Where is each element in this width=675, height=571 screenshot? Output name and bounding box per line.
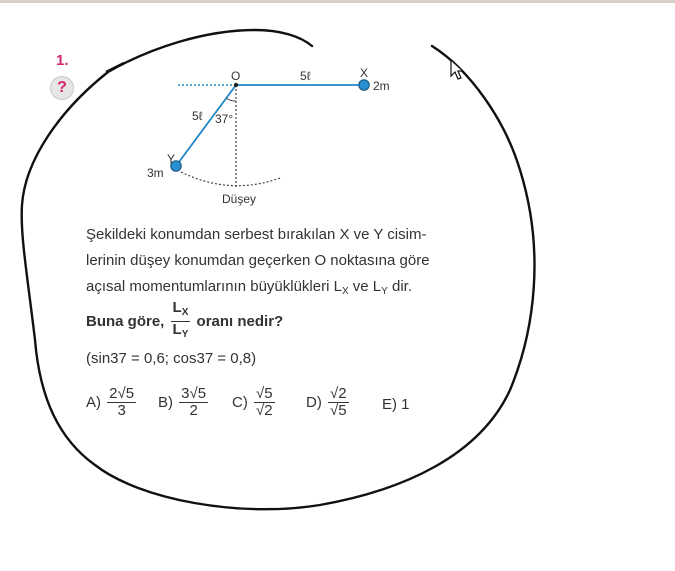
- angle-label: 37°: [215, 112, 234, 126]
- question-line-3: açısal momentumlarının büyüklükleri $L_X$ ve $L_Y$ dir.: [86, 278, 413, 297]
- choice-c[interactable]: C) $\frac{√5}{√2}$: [232, 385, 273, 419]
- length-left: 5ℓ: [192, 109, 203, 123]
- choice-b[interactable]: B) $\frac{3√5}{2}$: [158, 385, 207, 419]
- hint-badge[interactable]: ?: [50, 76, 74, 100]
- question-prompt: Buna göre, $\frac{L_X}{L_Y}$ oranı nedir?: [86, 300, 283, 343]
- vertical-label: Düşey: [222, 192, 257, 206]
- label-o: O: [231, 69, 241, 83]
- label-x: X: [360, 66, 369, 80]
- mass-y: 3m: [147, 166, 164, 180]
- question-line-2: lerinin düşey konumdan geçerken O noktasına göre: [86, 252, 430, 269]
- question-line-1: Şekildeki konumdan serbest bırakılan X ve Y cisim-: [86, 226, 427, 243]
- pivot-point: [234, 83, 238, 87]
- choice-e[interactable]: E) 1: [382, 396, 410, 413]
- mouse-cursor-icon: [448, 58, 468, 82]
- label-y: Y: [167, 152, 176, 166]
- given-values: (sin37 = 0,6; cos37 = 0,8): [86, 350, 257, 367]
- swing-arc: [181, 172, 280, 186]
- length-top: 5ℓ: [300, 69, 311, 83]
- ratio-fraction: $\frac{L_X}{L_Y}$: [172, 299, 189, 340]
- angle-arc: [226, 98, 236, 101]
- ball-x: [359, 80, 369, 90]
- question-number: 1.: [56, 52, 69, 69]
- choice-a[interactable]: A) $\frac{2√5}{3}$: [86, 385, 135, 419]
- choice-d[interactable]: D) $\frac{√2}{√5}$: [306, 385, 347, 419]
- mass-x: 2m: [373, 79, 390, 93]
